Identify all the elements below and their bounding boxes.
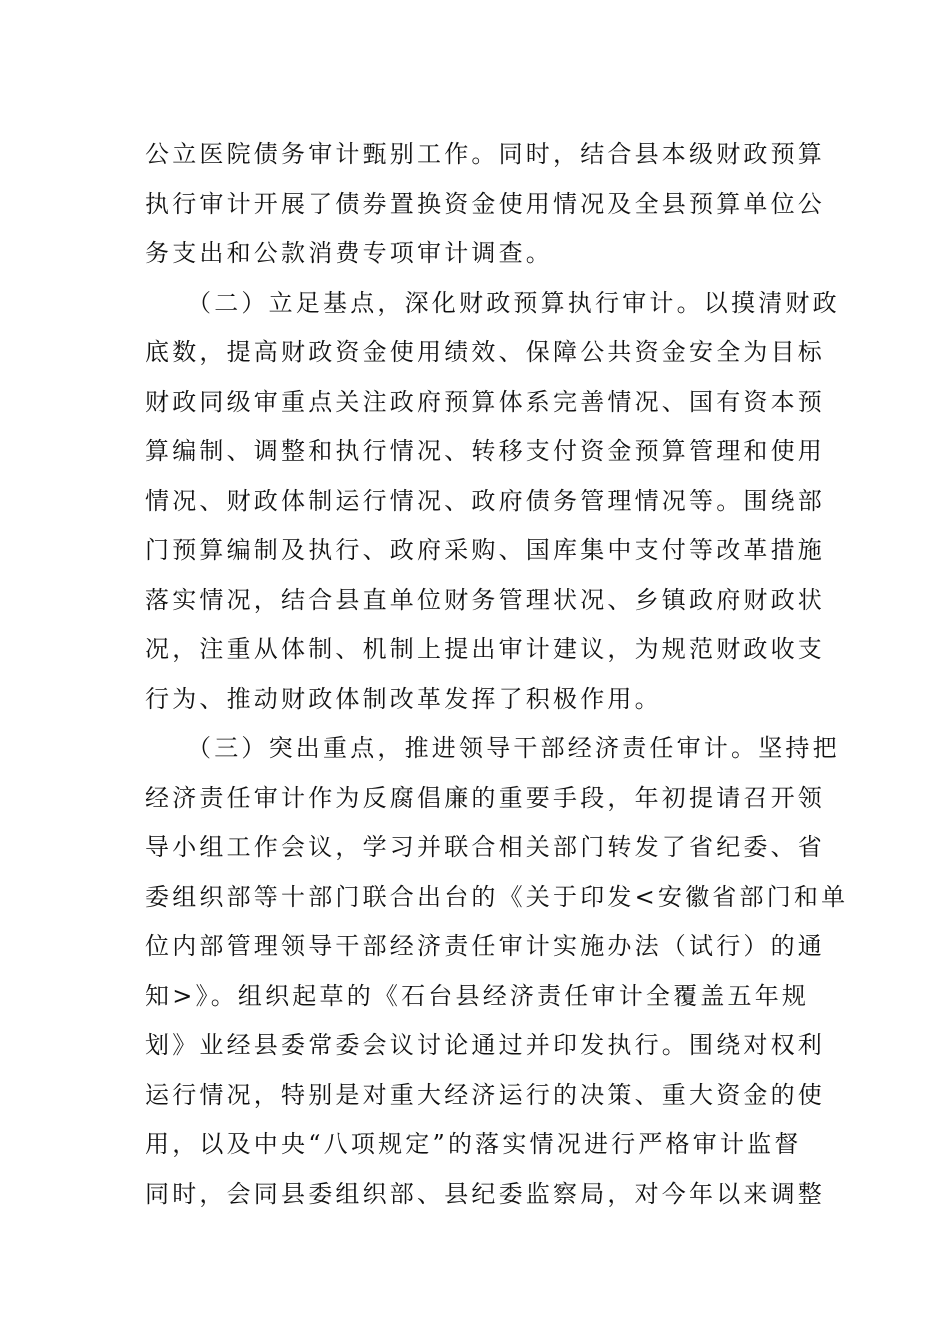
text-line-22: 同时，会同县委组织部、县纪委监察局，对今年以来调整 — [145, 1179, 825, 1208]
text-line-8: 情况、财政体制运行情况、政府债务管理情况等。围绕部 — [145, 486, 825, 515]
body-text — [145, 130, 849, 1219]
text-line-20: 运行情况，特别是对重大经济运行的决策、重大资金的使 — [145, 1080, 825, 1109]
text-line-7: 算编制、调整和执行情况、转移支付资金预算管理和使用 — [145, 437, 825, 465]
text-line-5: 底数，提高财政资金使用绩效、保障公共资金安全为目标 — [145, 338, 825, 366]
text-line-1: 公立医院债务审计甄别工作。同时，结合县本级财政预算 — [145, 140, 825, 168]
text-line-4: （二）立足基点，深化财政预算执行审计。以摸清财政 — [187, 288, 840, 317]
text-line-21: 用，以及中央“八项规定”的落实情况进行严格审计监督 — [145, 1130, 802, 1158]
text-line-16: 委组织部等十部门联合出台的《关于印发<安徽省部门和单 — [145, 882, 849, 911]
text-line-3: 务支出和公款消费专项审计调查。 — [145, 239, 553, 267]
text-line-14: 经济责任审计作为反腐倡廉的重要手段，年初提请召开领 — [145, 783, 825, 812]
text-line-9: 门预算编制及执行、政府采购、国库集中支付等改革措施 — [145, 536, 825, 564]
text-line-17: 位内部管理领导干部经济责任审计实施办法（试行）的通 — [145, 932, 825, 960]
text-line-11: 况，注重从体制、机制上提出审计建议，为规范财政收支 — [145, 635, 825, 663]
text-line-13: （三）突出重点，推进领导干部经济责任审计。坚持把 — [187, 734, 840, 762]
text-line-18: 知>》。组织起草的《石台县经济责任审计全覆盖五年规 — [145, 981, 810, 1010]
text-line-10: 落实情况，结合县直单位财务管理状况、乡镇政府财政状 — [145, 585, 825, 614]
text-line-19: 划》业经县委常委会议讨论通过并印发执行。围绕对权利 — [145, 1031, 825, 1059]
text-line-15: 导小组工作会议，学习并联合相关部门转发了省纪委、省 — [145, 833, 825, 861]
text-line-12: 行为、推动财政体制改革发挥了积极作用。 — [145, 684, 662, 713]
text-line-6: 财政同级审重点关注政府预算体系完善情况、国有资本预 — [145, 387, 825, 416]
text-line-2: 执行审计开展了债券置换资金使用情况及全县预算单位公 — [145, 189, 825, 218]
